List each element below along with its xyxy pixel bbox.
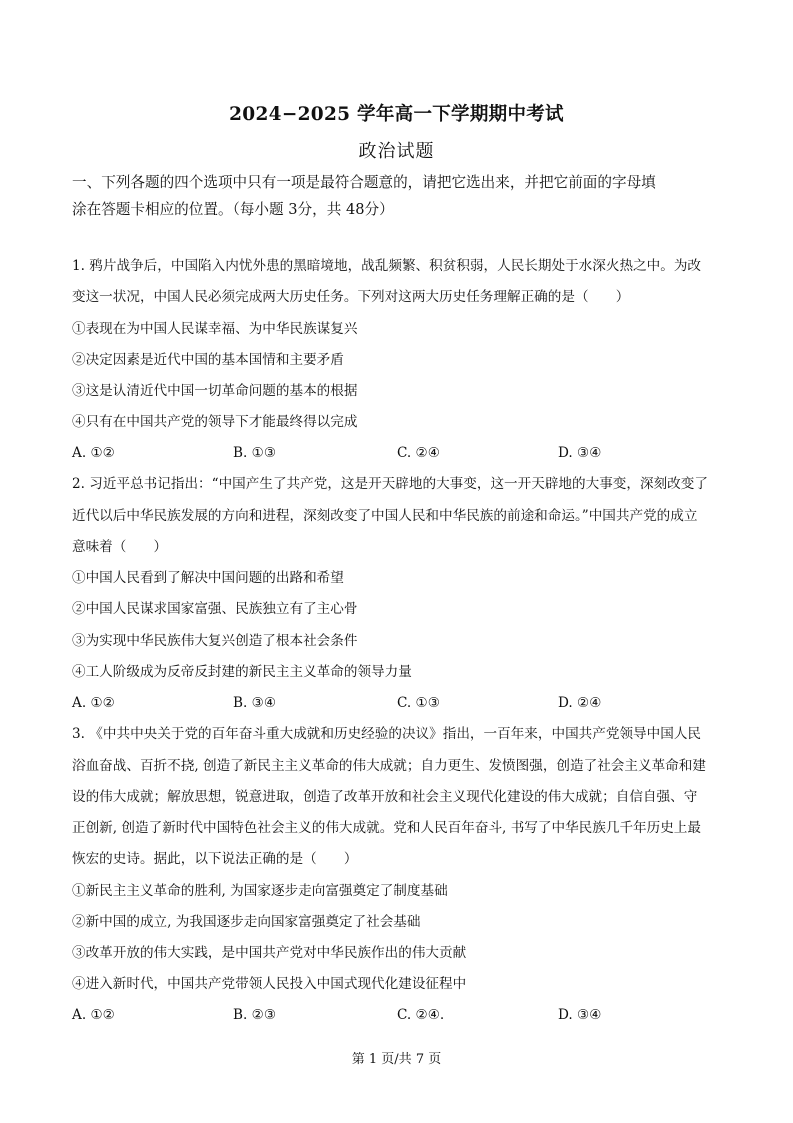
q2-stem-line-3: 意味着（ ） [72, 539, 168, 555]
q3-option-d: D. ③④ [558, 1007, 602, 1023]
q3-stem-line-4: 正创新, 创造了新时代中国特色社会主义的伟大成就。党和人民百年奋斗, 书写了中华民族几千年历史上最 [72, 820, 701, 836]
q1-option-a: A. ①② [72, 445, 115, 461]
q3-statement-3: ③改革开放的伟大实践，是中国共产党对中华民族作出的伟大贡献 [72, 945, 467, 961]
exam-subtitle: 政治试题 [358, 141, 435, 162]
q2-stem-line-1: 2. 习近平总书记指出：“中国产生了共产党，这是开天辟地的大事变，这一开天辟地的大事变，深刻改变了 [72, 476, 708, 492]
q1-statement-2: ②决定因素是近代中国的基本国情和主要矛盾 [72, 352, 344, 368]
q1-option-c: C. ②④ [397, 445, 440, 461]
q2-statement-3: ③为实现中华民族伟大复兴创造了根本社会条件 [72, 633, 358, 649]
q2-statement-4: ④工人阶级成为反帝反封建的新民主主义革命的领导力量 [72, 664, 412, 680]
q3-stem-line-1: 3. 《中共中央关于党的百年奋斗重大成就和历史经验的决议》指出，一百年来，中国共产党领导中国人民 [72, 726, 702, 742]
q2-option-a: A. ①② [72, 695, 115, 711]
q1-statement-1: ①表现在为中国人民谋幸福、为中华民族谋复兴 [72, 321, 358, 337]
q2-stem-line-2: 近代以后中华民族发展的方向和进程，深刻改变了中国人民和中华民族的前途和命运。”中国共产党的成立 [72, 508, 698, 524]
q3-statement-4: ④进入新时代，中国共产党带领人民投入中国式现代化建设征程中 [72, 976, 467, 992]
q3-option-c: C. ②④. [397, 1007, 445, 1023]
section-instruction-line-2: 涂在答题卡相应的位置。（每小题 3分，共 48分） [72, 201, 394, 218]
q3-stem-line-3: 设的伟大成就；解放思想，锐意进取，创造了改革开放和社会主义现代化建设的伟大成就；自信自强、守 [72, 789, 698, 805]
q3-option-b: B. ②③ [233, 1007, 277, 1023]
page-number: 第 1 页/共 7 页 [351, 1052, 442, 1067]
q2-option-c: C. ①③ [397, 695, 440, 711]
q3-stem-line-2: 浴血奋战、百折不挠, 创造了新民主主义革命的伟大成就；自力更生、发愤图强，创造了社会主义革命和建 [72, 758, 706, 774]
q1-statement-4: ④只有在中国共产党的领导下才能最终得以完成 [72, 414, 358, 430]
q2-statement-1: ①中国人民看到了解决中国问题的出路和希望 [72, 570, 344, 586]
q3-statement-1: ①新民主主义革命的胜利, 为国家逐步走向富强奠定了制度基础 [72, 883, 448, 899]
q1-stem-line-1: 1. 鸦片战争后，中国陷入内忧外患的黑暗境地，战乱频繁、积贫积弱，人民长期处于水深火热之中。为改 [72, 258, 702, 274]
q2-option-d: D. ②④ [558, 695, 602, 711]
section-instruction-line-1: 一、下列各题的四个选项中只有一项是最符合题意的，请把它选出来，并把它前面的字母填 [72, 174, 656, 191]
q1-option-d: D. ③④ [558, 445, 602, 461]
exam-title: 2024−2025 学年高一下学期期中考试 [229, 104, 564, 125]
q1-option-b: B. ①③ [233, 445, 277, 461]
q3-stem-line-5: 恢宏的史诗。据此，以下说法正确的是（ ） [72, 851, 358, 867]
q2-option-b: B. ③④ [233, 695, 277, 711]
q3-option-a: A. ①② [72, 1007, 115, 1023]
q3-statement-2: ②新中国的成立, 为我国逐步走向国家富强奠定了社会基础 [72, 914, 421, 930]
q1-stem-line-2: 变这一状况，中国人民必须完成两大历史任务。下列对这两大历史任务理解正确的是（ ） [72, 289, 630, 305]
q2-statement-2: ②中国人民谋求国家富强、民族独立有了主心骨 [72, 601, 358, 617]
q1-statement-3: ③这是认清近代中国一切革命问题的基本的根据 [72, 383, 358, 399]
